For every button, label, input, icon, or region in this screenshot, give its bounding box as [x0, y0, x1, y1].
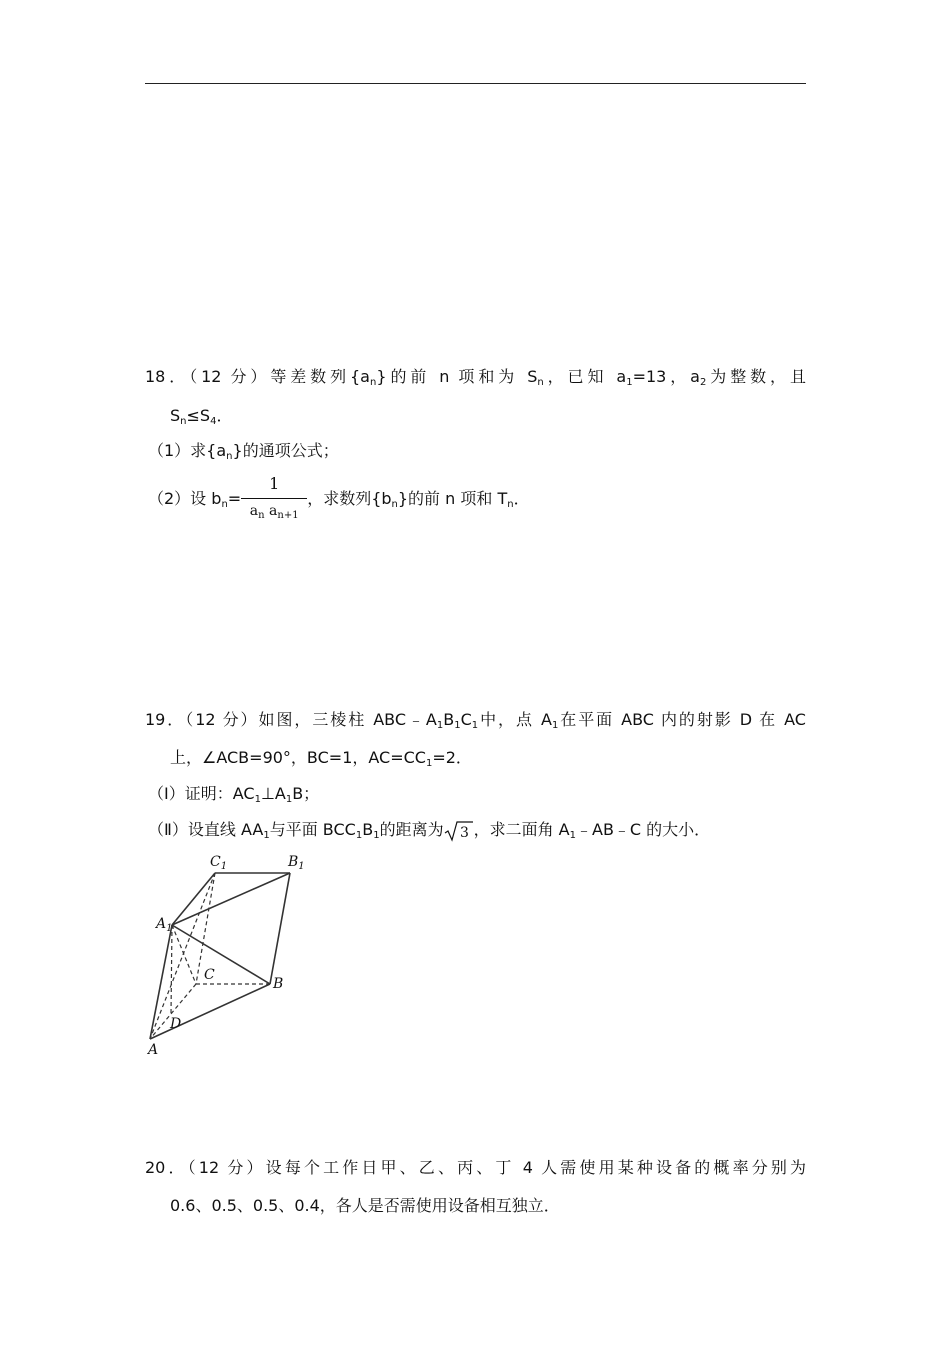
edge-b1-b	[270, 873, 290, 984]
q19-part2: （Ⅱ）设直线 $AA_1$与平面 $BCC_1B_1$的距离为 3 ，求二面角 $A_1﹣AB﹣C$ 的大小．	[148, 820, 711, 841]
q19-stem: 19．（12 分）如图，三棱柱 $ABC﹣A_1B_1C_1$中，点 $A_1$在平面 ABC 内的射影 D 在 AC	[145, 710, 806, 731]
label-b: B	[273, 976, 284, 992]
prism-figure	[140, 848, 320, 1063]
edge-a1-b	[172, 925, 270, 984]
edge-a1-c	[172, 925, 196, 984]
fraction-bn: $\frac{1}{a_n a_{n+1}}$	[241, 489, 307, 511]
sqrt-symbol	[444, 820, 474, 842]
label-c1: $C_1$	[210, 854, 228, 872]
q19-part1: （Ⅰ）证明：$AC_1\perp A_1B$；	[148, 784, 320, 805]
q18-stem: 18．（12 分）等差数列$\{a_n\}$的前 n 项和为 $S_n$，已知 $a_1=13$，$a_2$为整数，且	[145, 367, 806, 388]
label-a: A	[148, 1042, 159, 1058]
q20-stem: 20．（12 分）设每个工作日甲、乙、丙、丁 4 人需使用某种设备的概率分别为	[145, 1158, 806, 1177]
header-rule	[145, 83, 806, 84]
edge-b1-a1	[172, 873, 290, 925]
svg-text:3: 3	[459, 824, 469, 841]
edge-c1-a1	[172, 873, 215, 925]
q20-stem-cont: 0.6、0.5、0.5、0.4，各人是否需使用设备相互独立．	[170, 1196, 560, 1215]
q18-stem-cont: $S_n\le S_4$．	[170, 406, 233, 427]
edge-a1-a	[150, 925, 172, 1039]
label-c: C	[204, 967, 215, 983]
label-d: D	[170, 1016, 182, 1032]
q18-part2: （2）设 $b_n=$ $\frac{1}{a_n a_{n+1}}$ ，求数列$\{b_n\}$的前 n 项和 $T_n$．	[148, 473, 530, 521]
q19-stem-cont: 上，∠ACB=90°，BC=1，$AC=CC_1=2$．	[170, 748, 472, 769]
label-a1: $A_1$	[156, 916, 173, 934]
edge-a1-d	[171, 925, 172, 1014]
label-b1: $B_1$	[288, 854, 305, 872]
q18-part1: （1）求$\{a_n\}$的通项公式；	[148, 441, 339, 462]
